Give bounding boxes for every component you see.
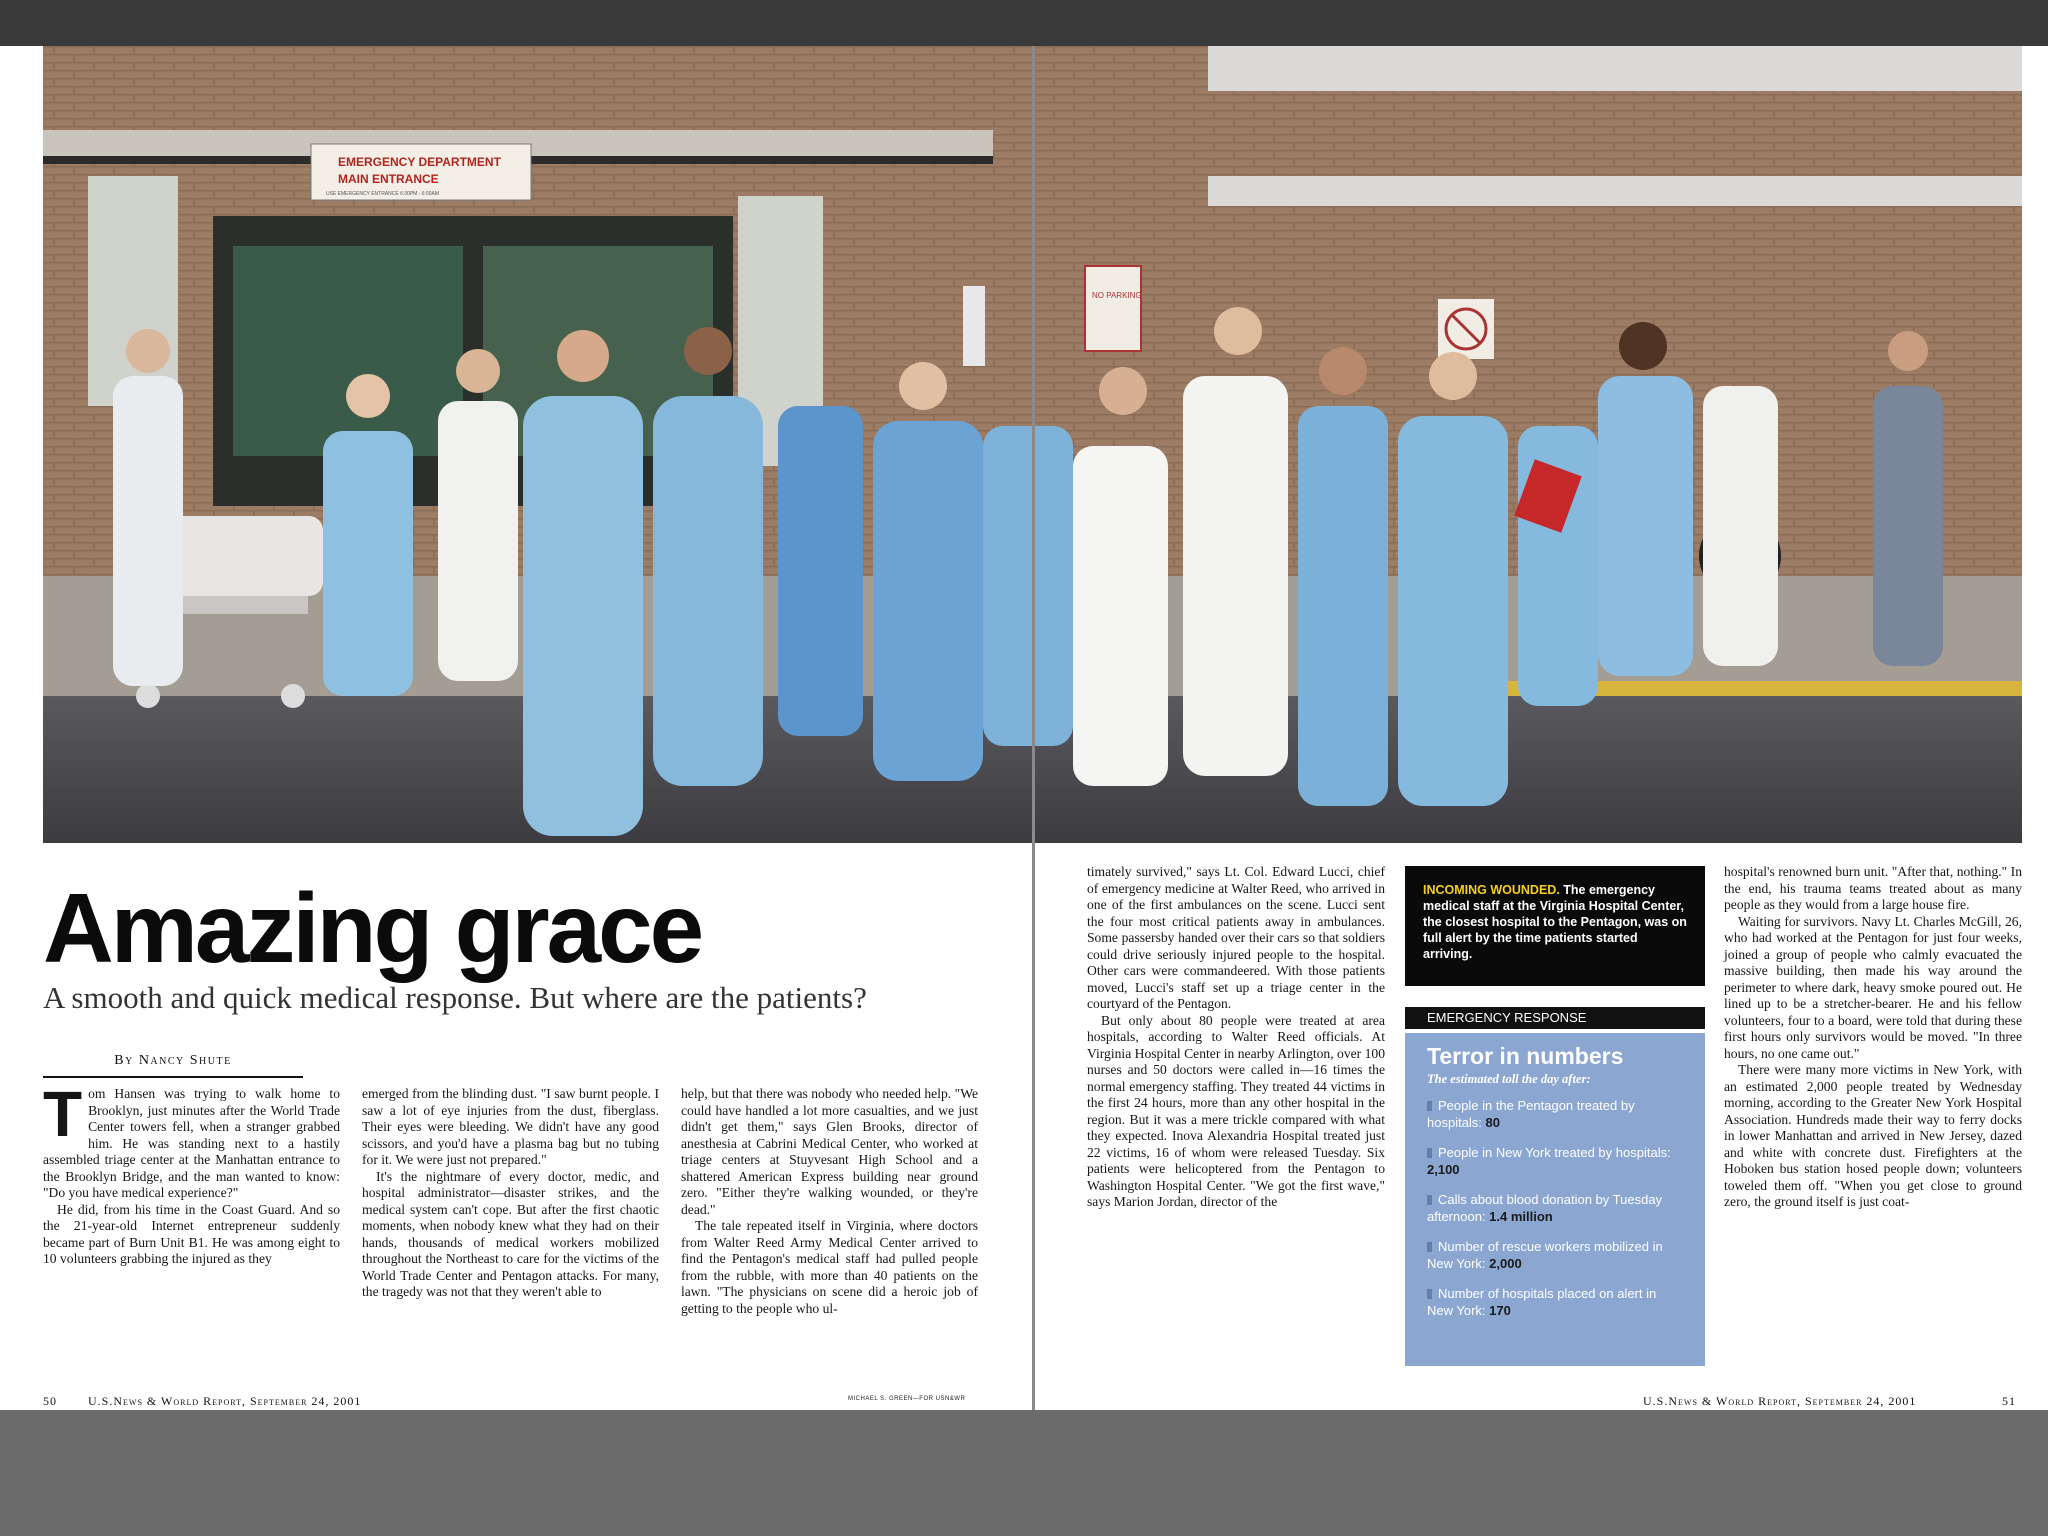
page-number-left: 50 [43,1394,57,1408]
magazine-spread [0,46,2048,1410]
sidebar-item-label: Number of rescue workers mobilized in New York: [1427,1239,1663,1271]
bullet-icon [1427,1195,1432,1205]
column-3 [681,1086,978,1317]
headline: Amazing grace [43,873,702,983]
sidebar-item-label: Calls about blood donation by Tuesday afternoon: [1427,1192,1663,1224]
sign-emergency-department: EMERGENCY DEPARTMENT [338,155,501,169]
paragraph: There were many more victims in New York, with an estimated 2,000 people treated by Wednesday morning, according to the Greater New York Hospital Association. Hundreds made their way to ferry docks in lower Manhattan and arrived in New Jersey, dazed and white with concrete dust. Firefighters at the Hoboken bus station hosed people down; volunteers toweled them off. "When you get close to ground zero, the ground itself is just coat- [1724,1062,2022,1209]
viewer-bottom-area [0,1410,2048,1536]
photo-caption [1405,866,1705,986]
caption-text: The emergency medical staff at the Virginia Hospital Center, the closest hospital to the Pentagon, was on full alert by the time patients started arriving. [1423,883,1687,961]
sidebar-item [1427,1238,1683,1272]
sign-subtext: USE EMERGENCY ENTRANCE 6:30PM - 6:00AM [326,191,439,197]
paragraph: om Hansen was trying to walk home to Brooklyn, just minutes after the World Trade Center towers fell, when a stranger grabbed him. He was standing next to a hastily assembled triage center at the Manhattan entrance to the Brooklyn Bridge, and the man wanted to know: "Do you have medical experience?" [43,1086,340,1200]
paragraph: emerged from the blinding dust. "I saw burnt people. I saw a lot of eye injuries from the dust, fiberglass. Their eyes were bleeding. We didn't have any good scissors, and you'd have a plasma bag but no tubing for it. We were just not prepared." [362,1086,659,1167]
paragraph: hospital's renowned burn unit. "After that, nothing." In the end, his trauma teams treated about as many people as they would from a large house fire. [1724,864,2022,912]
sidebar-item-value: 2,100 [1427,1162,1460,1177]
spread-gutter [1032,46,1035,1410]
sidebar-item [1427,1285,1683,1319]
sidebar-item-value: 80 [1485,1115,1501,1130]
terror-in-numbers-sidebar [1405,1033,1705,1366]
paragraph: But only about 80 people were treated at area hospitals, according to Walter Reed officials. At Virginia Hospital Center in nearby Arlington, over 100 nurses and 50 doctors were called in—16 times the normal emergency staffing. They treated 44 victims in the first 24 hours, more than any other hospital in the region. But it was a mere trickle compared with what they expected. Inova Alexandria Hospital treated just 22 victims, 16 of whom were released Tuesday. Six patients were helicoptered from the Pentagon to Washington Hospital Center. "We got the first wave," says Marion Jordan, director of the [1087,1012,1385,1209]
deck: A smooth and quick medical response. But where are the patients? [43,980,867,1015]
column-1 [43,1078,340,1268]
sidebar-item [1427,1191,1683,1225]
paragraph: The tale repeated itself in Virginia, where doctors from Walter Reed Army Medical Center arrived to find the Pentagon's medical staff had pulled people from the rubble, with more than 40 patients on the lawn. "The physicians on scene did a heroic job of getting to the people who ul- [681,1218,978,1316]
sidebar-title: Terror in numbers [1427,1043,1624,1069]
byline: By Nancy Shute [114,1053,232,1068]
sign-no-parking: NO PARKING [1092,291,1142,300]
bullet-icon [1427,1289,1432,1299]
caption-lead: INCOMING WOUNDED. [1423,883,1560,897]
publication-line-right: U.S.News & World Report, September 24, 2001 [1643,1394,1917,1408]
paragraph: timately survived," says Lt. Col. Edward Lucci, chief of emergency medicine at Walter Reed, who arrived in one of the first ambulances on the scene. Lucci sent the four most critical patients away in ambulances. Some passersby handed over their cars so that soldiers could drive seriously injured people to the hospital. Other cars were commandeered. With those patients moved, Lucci's staff set up a triage center in the courtyard of the Pentagon. [1087,864,1385,1011]
bullet-icon [1427,1148,1432,1158]
sidebar-item-label: People in the Pentagon treated by hospitals: [1427,1098,1635,1130]
sidebar-item-label: People in New York treated by hospitals: [1438,1145,1671,1160]
sign-main-entrance: MAIN ENTRANCE [338,172,439,186]
sidebar-item [1427,1097,1683,1131]
sidebar-item-label: Number of hospitals placed on alert in New York: [1427,1286,1657,1318]
sidebar-item-value: 170 [1489,1303,1511,1318]
sidebar-item [1427,1144,1683,1178]
photo-credit: MICHAEL S. GREEN—FOR USN&WR [848,1396,966,1402]
bullet-icon [1427,1242,1432,1252]
column-5 [1724,864,2022,1211]
column-4 [1087,864,1385,1211]
paragraph: It's the nightmare of every doctor, medic, and hospital administrator—disaster strikes, and the medical system can't cope. But after the first chaotic moments, when nobody knew what they had on their hands, thousands of medical workers mobilized throughout the Northeast to care for the victims of the World Trade Center and Pentagon attacks. For many, the tragedy was not that they weren't able to [362,1168,659,1299]
sidebar-subtitle: The estimated toll the day after: [1427,1072,1591,1086]
sidebar-item-value: 1.4 million [1489,1209,1553,1224]
bullet-icon [1427,1101,1432,1111]
paragraph: He did, from his time in the Coast Guard. And so the 21-year-old Internet entrepreneur suddenly became part of Burn Unit B1. He was among eight to 10 volunteers grabbing the injured as they [43,1201,340,1266]
viewer-top-bar [0,0,2048,46]
paragraph: Waiting for survivors. Navy Lt. Charles McGill, 26, who had worked at the Pentagon for just four weeks, joined a group of people who calmly evacuated the massive building, then made his way around the perimeter to where dark, heavy smoke poured out. He lined up to be a stretcher-bearer. He and his fellow volunteers, four to a board, were told that during these first hours only survivors would be moved. "In three hours, no one came out." [1724,913,2022,1061]
sidebar-label: EMERGENCY RESPONSE [1405,1007,1705,1029]
page-number-right: 51 [2002,1394,2016,1408]
sidebar-item-value: 2,000 [1489,1256,1522,1271]
byline-rule [43,1076,303,1078]
paragraph: help, but that there was nobody who needed help. "We could have handled a lot more casualties, and we just didn't get them," says Glen Brooks, director of anesthesia at Cabrini Medical Center, who worked at triage centers at Stuyvesant High School and a shattered American Express building near ground zero. "Either they're walking wounded, or they're dead." [681,1086,978,1217]
column-2 [362,1086,659,1301]
dropcap: T [43,1078,83,1150]
publication-line-left: U.S.News & World Report, September 24, 2001 [88,1394,362,1408]
